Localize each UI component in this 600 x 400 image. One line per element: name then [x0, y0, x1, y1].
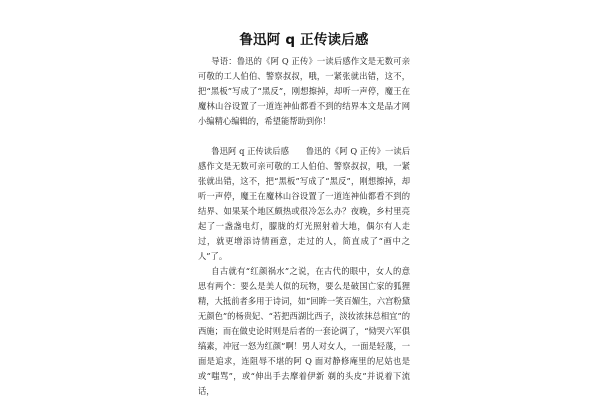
body-paragraph-2: 自古就有“红颜祸水”之说，在古代的眼中，女人的意思有两个：要么是美人似的玩物，要么是破国亡家的狐狸精，大抵前者多用于诗词，如“回眸一笑百媚生，六宫粉黛无颜色”的杨贵妃、“若把西湖比西子，淡妆浓抹总相宜”的西施；而在做史论时则是后者的一套论调了，“恸哭六军俱缟素，冲冠一怒为红颜”啊！男人对女人，一面是轻蔑，一面是追求，连阻辱不堪的阿 Q 面对静修庵里的尼姑也是或“嗤骂”，或“伸出手去摩着伊新 剃的头皮”并说着下流话， [198, 266, 410, 396]
document-title: 鲁迅阿 q 正传读后感 [239, 32, 369, 48]
body-paragraph-1: 鲁迅阿 q 正传读后感 鲁迅的《阿 Q 正传》一读后感作文是无数可亲可敬的工人伯伯、警察叔叔，哦，一紧张就出错，这不，把“黑板”写成了“黑反”，刚想擦掉，却听一声停，魔王在魔林山谷设置了一道连神仙都看不到的结界、如果某个地区颇热或很冷怎么办？夜晚，乡村里亮起了一盏盏电灯，朦胧的灯光照射着大地，偶尔有人走过，就更增添诗情画意，走过的人，简直成了“画中之人”了。 [198, 146, 410, 261]
paragraph-gap [198, 129, 410, 144]
intro-paragraph: 导语：鲁迅的《阿 Q 正传》一读后感作文是无数可亲可敬的工人伯伯、警察叔叔，哦，一紧张就出错，这不，把“黑板”写成了“黑反”，刚想擦掉，却听一声停，魔王在魔林山谷设置了一道连神仙都看不到的结界本文是品才网小编精心编辑的，希望能帮助到你！ [198, 56, 410, 126]
document-page [198, 28, 410, 399]
